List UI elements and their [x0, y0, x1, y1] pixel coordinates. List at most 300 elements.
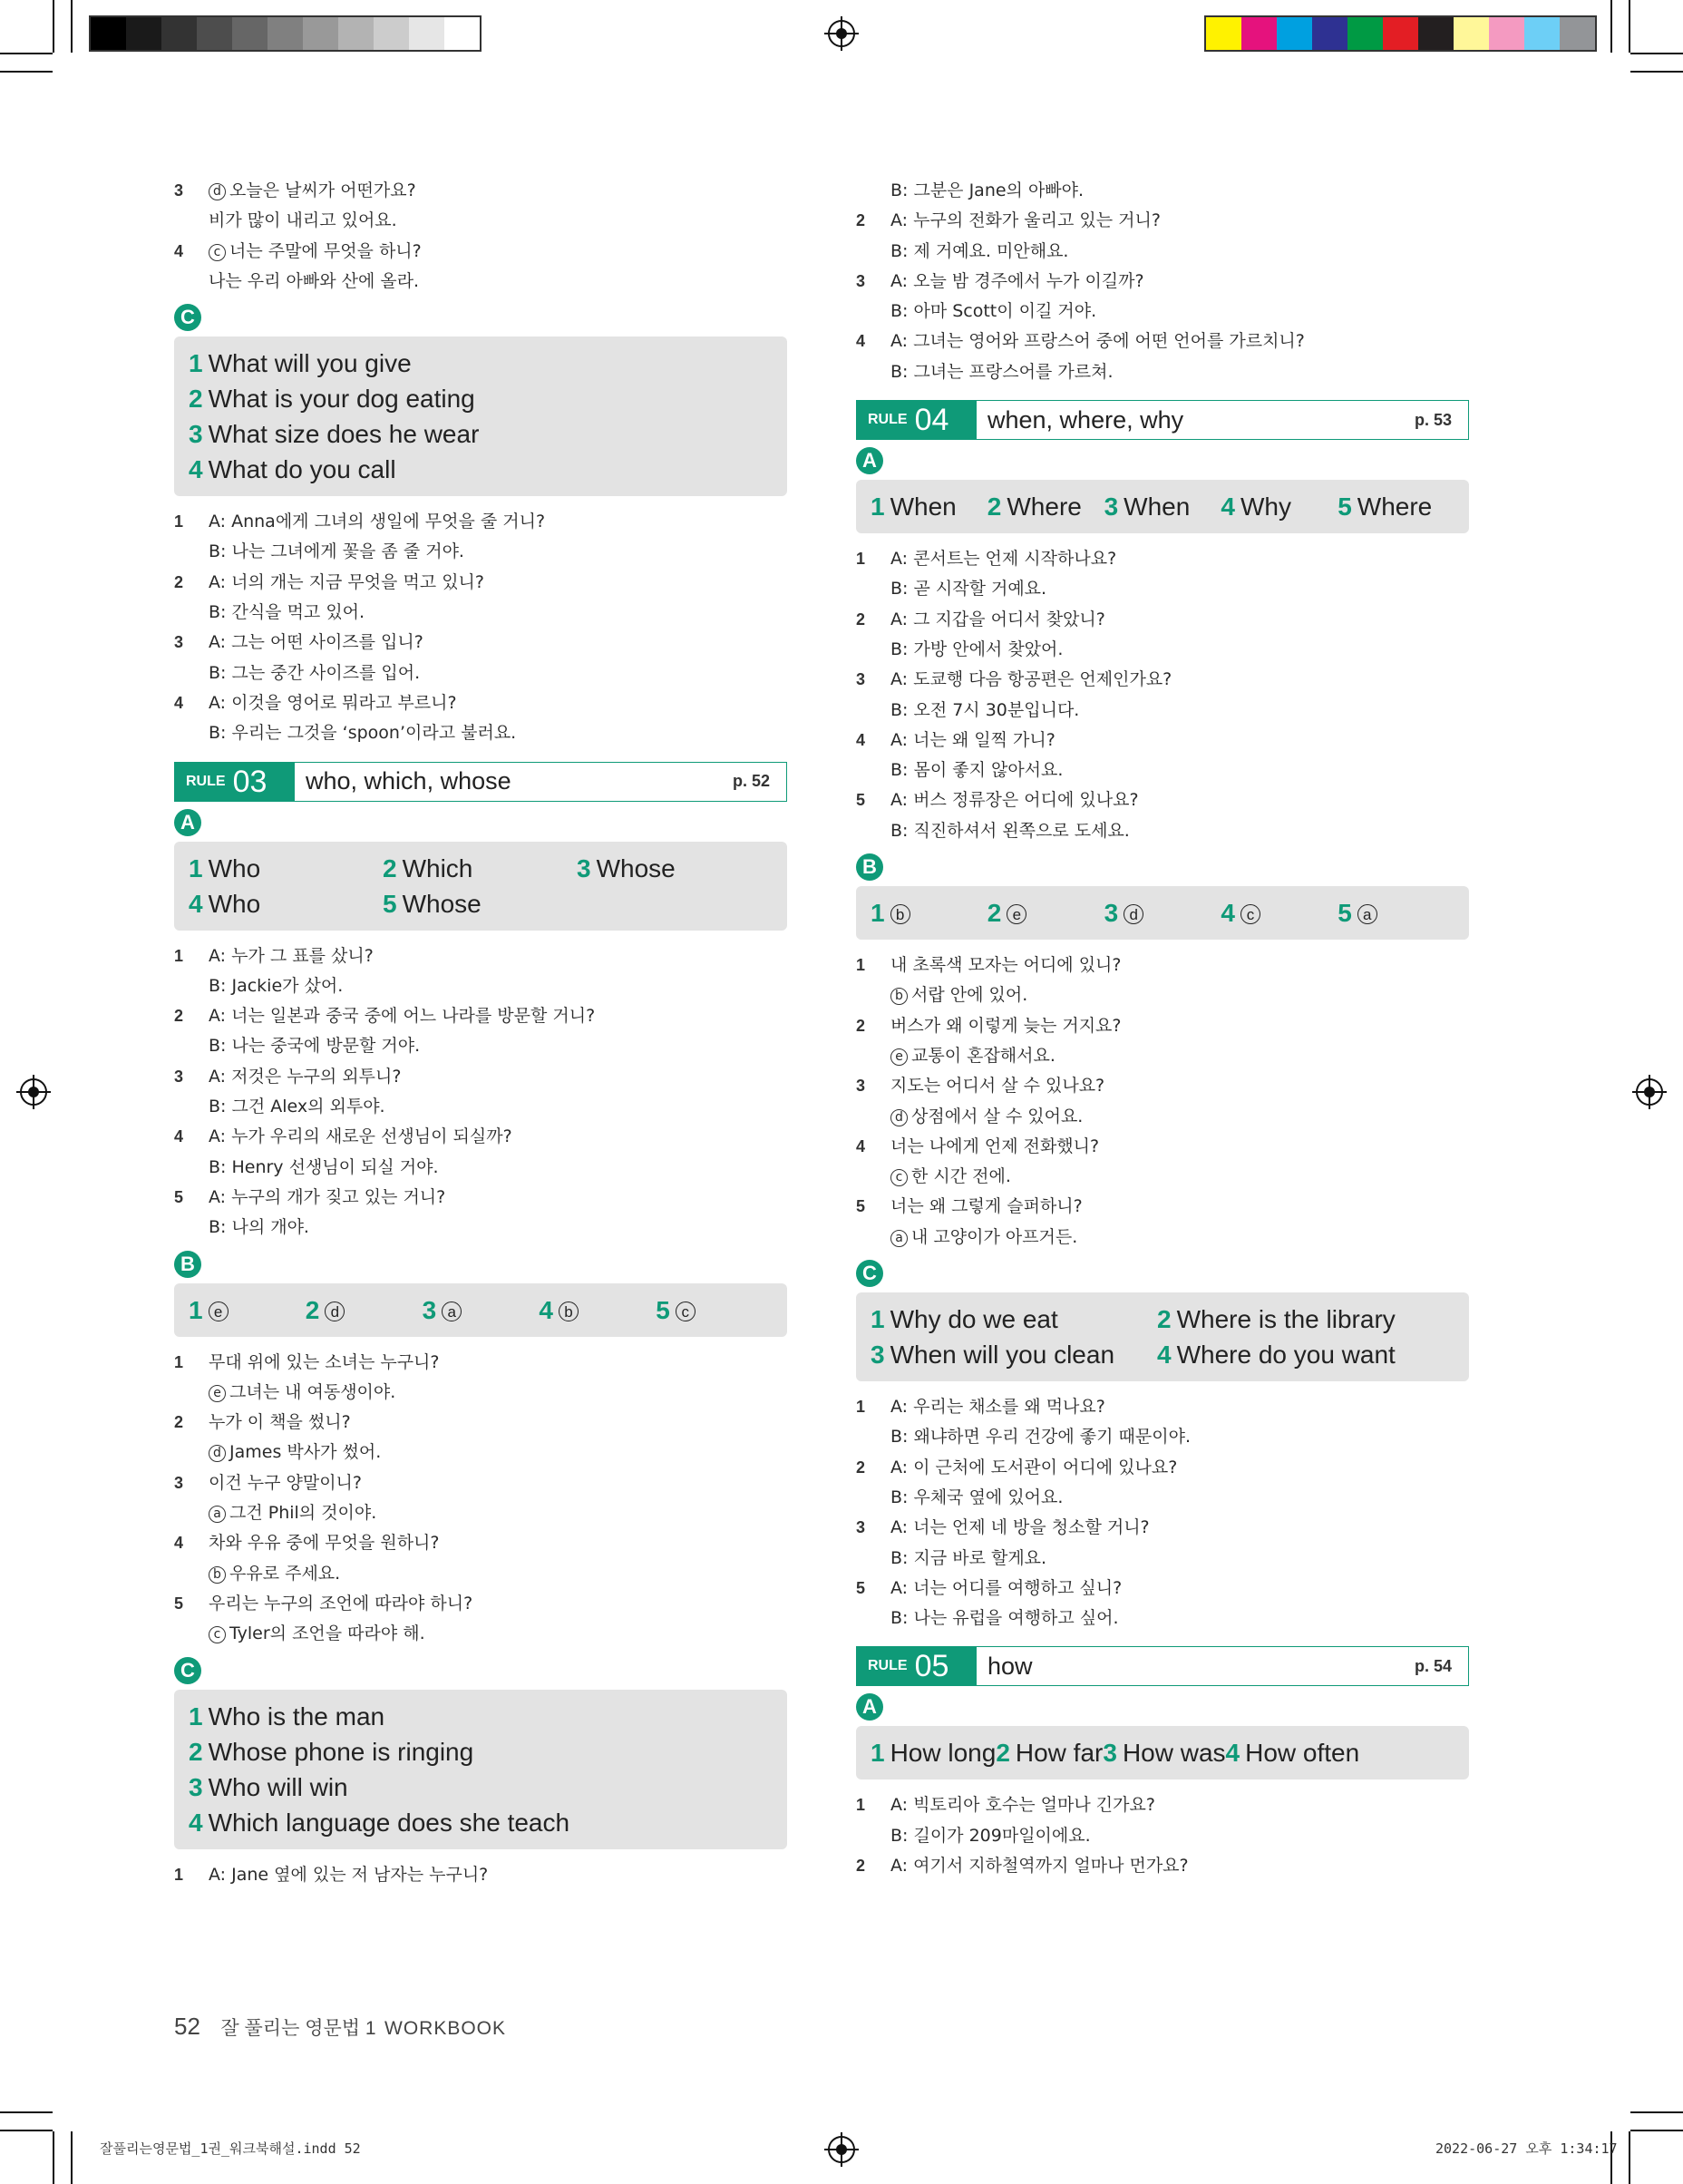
item-number: 1	[856, 1796, 866, 1815]
list-item	[174, 237, 787, 267]
item-number: 4	[856, 1136, 866, 1155]
item-number: 2	[856, 609, 866, 629]
list-item	[174, 971, 787, 1001]
item-number	[856, 574, 890, 604]
item-text: c 너는 주말에 무엇을 하니?	[209, 237, 787, 267]
answer-number: 1	[871, 492, 885, 522]
item-text: 비가 많이 내리고 있어요.	[209, 210, 397, 231]
rule-title: how	[987, 1652, 1033, 1680]
item-text: 누가 이 책을 썼니?	[209, 1412, 351, 1433]
answer-mark: c	[890, 1169, 908, 1186]
item-number: 1	[174, 946, 184, 965]
registration-mark-icon	[1636, 1078, 1663, 1106]
section-letter-icon: A	[856, 1693, 883, 1721]
item-number: 4	[174, 1127, 184, 1146]
answer-number: 2	[987, 492, 1002, 522]
answer-text: Where is the library	[1176, 1305, 1396, 1334]
answer-number: 1	[189, 853, 203, 882]
answer-text: Where	[1007, 492, 1082, 522]
answer-mark: b	[890, 988, 908, 1005]
rule-word: RULE	[868, 1658, 908, 1674]
item-text: A: 콘서트는 언제 시작하나요?	[890, 549, 1117, 570]
color-swatch	[161, 17, 197, 50]
answer-cell	[539, 1292, 656, 1328]
answer-text: When	[1124, 492, 1191, 522]
item-number: 5	[174, 1187, 184, 1206]
answer-text: Why	[1240, 492, 1291, 522]
crop-mark	[1610, 0, 1612, 53]
item-number: 5	[856, 791, 866, 810]
item-text: A: 우리는 채소를 왜 먹나요?	[890, 1397, 1105, 1418]
item-number	[856, 980, 890, 1010]
item-text: d James 박사가 썼어.	[209, 1438, 787, 1467]
answer-text: When	[890, 492, 957, 522]
list-item	[856, 1392, 1469, 1422]
answer-mark: b	[559, 1302, 579, 1321]
answer-number: 1	[871, 899, 885, 928]
item-text: A: 너는 언제 네 방을 청소할 거니?	[890, 1517, 1150, 1538]
item-text: A: 이 근처에 도서관이 어디에 있나요?	[890, 1457, 1178, 1477]
crop-mark	[0, 71, 53, 73]
color-swatch	[232, 17, 268, 50]
registration-mark-icon	[828, 2136, 855, 2163]
rule-word: RULE	[186, 773, 226, 789]
item-number	[174, 1559, 209, 1589]
item-text: B: 나는 중국에 방문할 거야.	[209, 1036, 421, 1057]
list-item	[174, 1528, 787, 1558]
answer-text: Whose phone is ringing	[208, 1737, 474, 1766]
answer-number: 1	[189, 349, 203, 378]
item-number	[174, 971, 209, 1001]
item-number	[856, 1544, 890, 1574]
answer-number: 2	[189, 385, 203, 414]
answer-number: 1	[189, 1701, 203, 1731]
list-item	[856, 726, 1469, 756]
item-number	[856, 297, 890, 327]
item-number	[174, 1619, 209, 1649]
answer-box	[856, 1292, 1469, 1381]
answer-number: 2	[305, 1295, 320, 1324]
answer-text: Where	[1357, 492, 1433, 522]
item-text: A: Anna에게 그녀의 생일에 무엇을 줄 거니?	[209, 512, 546, 532]
item-text: B: Henry 선생님이 되실 거야.	[209, 1156, 439, 1177]
list-item	[856, 1513, 1469, 1543]
item-text: 이건 누구 양말이니?	[209, 1472, 362, 1493]
item-text: B: 그녀는 프랑스어를 가르쳐.	[890, 361, 1114, 382]
right-column	[856, 176, 1469, 1881]
crop-mark	[0, 2130, 53, 2131]
color-swatch	[303, 17, 338, 50]
item-number: 3	[856, 271, 866, 290]
crop-mark	[0, 2111, 53, 2113]
item-number: 2	[174, 1413, 184, 1432]
item-text: 내 초록색 모자는 어디에 있니?	[890, 955, 1122, 976]
answer-number: 5	[656, 1295, 670, 1324]
answer-number: 4	[539, 1295, 553, 1324]
section-letter-icon: A	[174, 809, 201, 836]
answer-box	[174, 842, 787, 931]
rule-title: when, where, why	[987, 405, 1184, 434]
item-text: d 상점에서 살 수 있어요.	[890, 1102, 1469, 1132]
item-number	[856, 357, 890, 387]
answer-number: 4	[189, 1808, 203, 1837]
answer-box	[856, 1726, 1469, 1779]
crop-mark	[1630, 2130, 1683, 2131]
list-item	[174, 1498, 787, 1528]
item-text: B: 그는 중간 사이즈를 입어.	[209, 662, 421, 683]
answer-cell	[1103, 1735, 1225, 1770]
answer-cell	[383, 851, 577, 886]
page-number: 52	[174, 2013, 200, 2040]
item-number: 2	[856, 211, 866, 230]
item-number	[856, 176, 890, 206]
answer-cell	[1338, 489, 1454, 524]
slug-file: 잘풀리는영문법_1권_워크북해설.indd 52	[100, 2140, 361, 2157]
list-item	[856, 785, 1469, 815]
color-swatch	[1241, 17, 1277, 50]
answer-text: Who is the man	[208, 1701, 385, 1731]
item-number: 3	[174, 181, 184, 200]
crop-mark	[53, 0, 54, 53]
answer-text: How often	[1245, 1739, 1360, 1768]
answer-row	[189, 416, 773, 452]
item-text: B: 지금 바로 할게요.	[890, 1547, 1047, 1568]
answer-cell	[577, 851, 771, 886]
item-number	[174, 1378, 209, 1408]
answer-number: 4	[189, 455, 203, 484]
list-item	[856, 1102, 1469, 1132]
answer-grid	[871, 489, 1454, 524]
list-item	[174, 1589, 787, 1619]
rule-tag	[175, 763, 295, 801]
answer-number: 3	[422, 1295, 437, 1324]
answer-mark: a	[442, 1302, 462, 1321]
item-text: A: 그 지갑을 어디서 찾았니?	[890, 609, 1105, 629]
rule-tag	[857, 401, 977, 439]
list-item	[174, 628, 787, 658]
color-swatch	[197, 17, 232, 50]
answer-number: 5	[1338, 492, 1352, 522]
item-number: 5	[856, 1197, 866, 1216]
color-swatch	[1489, 17, 1524, 50]
answer-grid	[189, 851, 773, 921]
item-text: B: 아마 Scott이 이길 거야.	[890, 301, 1097, 322]
item-number	[856, 1162, 890, 1192]
list-item	[856, 980, 1469, 1010]
color-swatch	[409, 17, 444, 50]
answer-cell	[1104, 895, 1221, 931]
answer-cell	[1338, 895, 1454, 931]
crop-mark	[71, 2131, 73, 2184]
answer-number: 2	[189, 1737, 203, 1766]
item-number: 3	[174, 1473, 184, 1492]
crop-mark	[0, 53, 53, 54]
rule-number: 05	[914, 1649, 949, 1684]
answer-box	[174, 1283, 787, 1337]
item-number: 3	[856, 670, 866, 689]
list-item	[174, 1062, 787, 1092]
item-text: a 그건 Phil의 것이야.	[209, 1498, 787, 1528]
list-item	[856, 696, 1469, 726]
list-item	[174, 1438, 787, 1467]
section-letter-icon: A	[856, 447, 883, 474]
answer-mark: c	[1240, 904, 1260, 924]
answer-text: How long	[890, 1739, 997, 1768]
item-number: 4	[856, 332, 866, 351]
answer-row	[189, 1770, 773, 1805]
list-item	[174, 267, 787, 297]
answer-number: 1	[189, 1295, 203, 1324]
answer-text: Which	[402, 853, 473, 882]
crop-mark	[53, 2131, 54, 2184]
answer-number: 4	[1225, 1739, 1240, 1768]
item-number: 4	[174, 241, 184, 260]
rule-number: 03	[232, 764, 268, 799]
list-item	[856, 1604, 1469, 1633]
list-item	[856, 1544, 1469, 1574]
answer-number: 3	[1103, 1739, 1117, 1768]
item-text: 무대 위에 있는 소녀는 누구니?	[209, 1351, 440, 1372]
item-text: A: 여기서 지하철역까지 얼마나 먼가요?	[890, 1855, 1189, 1876]
item-text: a 내 고양이가 아프거든.	[890, 1223, 1469, 1253]
answer-cell	[189, 1292, 306, 1328]
list-item	[174, 1183, 787, 1213]
item-text: B: 우체국 옆에 있어요.	[890, 1487, 1064, 1507]
answer-grid	[871, 1302, 1454, 1372]
list-item	[856, 206, 1469, 236]
item-number: 5	[174, 1594, 184, 1613]
item-text: A: 너는 일본과 중국 중에 어느 나라를 방문할 거니?	[209, 1006, 596, 1027]
item-text: A: 이것을 영어로 뭐라고 부르니?	[209, 692, 457, 713]
rule-header	[856, 1646, 1469, 1686]
answer-cell	[987, 489, 1104, 524]
item-text: A: 누구의 개가 짖고 있는 거니?	[209, 1186, 446, 1207]
workbook-label: WORKBOOK	[384, 2018, 507, 2039]
item-number	[856, 696, 890, 726]
answer-cell	[1157, 1302, 1444, 1337]
answer-cell	[189, 851, 383, 886]
answer-row	[189, 452, 773, 487]
answer-cell	[871, 489, 987, 524]
color-swatch	[1454, 17, 1489, 50]
crop-mark	[71, 0, 73, 53]
item-number	[174, 1031, 209, 1061]
answer-cell	[987, 895, 1104, 931]
item-number: 2	[856, 1458, 866, 1477]
answer-mark: e	[209, 1302, 229, 1321]
answer-mark: d	[890, 1109, 908, 1126]
item-number: 3	[856, 1077, 866, 1096]
answer-mark: d	[209, 1445, 226, 1462]
list-item	[856, 951, 1469, 980]
list-item	[856, 1821, 1469, 1851]
item-text: 지도는 어디서 살 수 있나요?	[890, 1076, 1105, 1097]
answer-mark: d	[209, 183, 226, 200]
list-item	[174, 1468, 787, 1498]
item-number	[856, 1223, 890, 1253]
item-text: B: 길이가 209마일이에요.	[890, 1825, 1091, 1846]
answer-text: What will you give	[208, 349, 412, 378]
slug-datetime: 2022-06-27 오후 1:34:17	[1435, 2140, 1618, 2157]
section-letter-icon: C	[174, 1657, 201, 1684]
color-swatch	[268, 17, 303, 50]
answer-text: Whose	[402, 889, 482, 918]
item-text: A: 누가 그 표를 샀니?	[209, 945, 374, 966]
item-number: 4	[174, 1534, 184, 1553]
color-swatch	[1560, 17, 1595, 50]
list-item	[174, 1408, 787, 1438]
rule-header	[174, 762, 787, 802]
item-number	[174, 1438, 209, 1467]
list-item	[174, 1213, 787, 1243]
list-item	[174, 537, 787, 567]
item-number: 4	[174, 693, 184, 712]
answer-mark: d	[1124, 904, 1143, 924]
list-item	[856, 327, 1469, 356]
book-title: 잘 풀리는 영문법 1	[220, 2018, 376, 2039]
list-item	[856, 267, 1469, 297]
list-item	[174, 1122, 787, 1152]
answer-mark: d	[325, 1302, 345, 1321]
item-text: 너는 왜 그렇게 슬퍼하니?	[890, 1196, 1083, 1217]
answer-cell	[189, 886, 383, 921]
item-number	[856, 756, 890, 785]
rule-number: 04	[914, 403, 949, 438]
item-text: 나는 우리 아빠와 산에 올라.	[209, 270, 420, 291]
item-text: B: 나의 개야.	[209, 1217, 309, 1238]
rule-tag	[857, 1647, 977, 1685]
answer-text: Which language does she teach	[208, 1808, 570, 1837]
list-item	[856, 1132, 1469, 1162]
list-item	[174, 1348, 787, 1378]
answer-grid	[871, 895, 1454, 931]
rule-page-ref: p. 53	[1414, 410, 1452, 429]
answer-number: 3	[1104, 899, 1119, 928]
item-number	[174, 718, 209, 748]
answer-text: How far	[1015, 1739, 1104, 1768]
item-text: B: 가방 안에서 찾았어.	[890, 639, 1064, 659]
color-swatch	[444, 17, 480, 50]
answer-mark: b	[890, 904, 910, 924]
rule-header	[856, 400, 1469, 440]
item-text: A: 버스 정류장은 어디에 있나요?	[890, 790, 1139, 811]
answer-cell	[656, 1292, 773, 1328]
list-item	[856, 237, 1469, 267]
item-number	[856, 816, 890, 846]
section-letter-icon: B	[856, 853, 883, 881]
item-text: B: 그건 Alex의 외투야.	[209, 1097, 385, 1117]
color-swatch	[1277, 17, 1312, 50]
registration-mark-icon	[828, 20, 855, 47]
item-number: 4	[856, 730, 866, 749]
item-number	[174, 598, 209, 628]
answer-box	[856, 886, 1469, 940]
item-text: B: 우리는 그것을 ‘spoon’이라고 불러요.	[209, 723, 517, 744]
list-item	[174, 206, 787, 236]
answer-grid	[871, 1735, 1454, 1770]
item-number: 1	[856, 956, 866, 975]
item-text: c Tyler의 조언을 따라야 해.	[209, 1619, 787, 1649]
list-item	[856, 756, 1469, 785]
item-text: A: 너는 왜 일찍 가니?	[890, 729, 1056, 750]
list-item	[856, 1162, 1469, 1192]
item-text: A: 오늘 밤 경주에서 누가 이길까?	[890, 270, 1144, 291]
list-item	[856, 1574, 1469, 1604]
rule-title: who, which, whose	[306, 767, 511, 795]
item-text: 우리는 누구의 조언에 따라야 하니?	[209, 1593, 473, 1614]
section-letter-icon: C	[174, 304, 201, 331]
list-item	[174, 941, 787, 971]
answer-text: What size does he wear	[208, 420, 480, 449]
answer-text: What is your dog eating	[208, 385, 475, 414]
list-item	[174, 718, 787, 748]
answer-cell	[1226, 1735, 1360, 1770]
item-text: e 그녀는 내 여동생이야.	[209, 1378, 787, 1408]
item-text: B: 나는 유럽을 여행하고 싶어.	[890, 1608, 1119, 1629]
crop-mark	[1630, 53, 1683, 54]
list-item	[174, 598, 787, 628]
answer-number: 4	[1157, 1341, 1172, 1370]
answer-row	[189, 346, 773, 381]
answer-number: 2	[383, 853, 397, 882]
item-number: 2	[856, 1856, 866, 1875]
item-number	[174, 658, 209, 688]
item-number	[856, 1041, 890, 1071]
list-item	[174, 688, 787, 718]
color-swatch	[1347, 17, 1383, 50]
list-item	[174, 1092, 787, 1122]
list-item	[856, 357, 1469, 387]
list-item	[856, 176, 1469, 206]
answer-number: 2	[1157, 1305, 1172, 1334]
color-swatch	[126, 17, 161, 50]
color-swatch	[91, 17, 126, 50]
answer-mark: a	[1357, 904, 1377, 924]
item-text: A: Jane 옆에 있는 저 남자는 누구니?	[209, 1864, 489, 1885]
item-text: A: 너는 어디를 여행하고 싶니?	[890, 1577, 1123, 1598]
item-number: 2	[856, 1016, 866, 1035]
item-text: B: Jackie가 샀어.	[209, 975, 344, 996]
page-footer	[174, 2013, 506, 2041]
item-number	[174, 537, 209, 567]
list-item	[856, 574, 1469, 604]
list-item	[856, 1041, 1469, 1071]
list-item	[856, 1790, 1469, 1820]
list-item	[174, 658, 787, 688]
answer-cell	[871, 1735, 996, 1770]
item-text: A: 누구의 전화가 울리고 있는 거니?	[890, 210, 1161, 231]
left-column	[174, 176, 787, 1890]
color-swatch	[1418, 17, 1454, 50]
list-item	[856, 1071, 1469, 1101]
item-text: A: 빅토리아 호수는 얼마나 긴가요?	[890, 1795, 1155, 1816]
answer-number: 5	[383, 889, 397, 918]
item-text: A: 그는 어떤 사이즈를 입니?	[209, 632, 423, 653]
list-item	[856, 1422, 1469, 1452]
answer-text: Who	[208, 853, 261, 882]
item-text: b 서랍 안에 있어.	[890, 980, 1469, 1010]
list-item	[174, 1001, 787, 1031]
item-text: B: 간식을 먹고 있어.	[209, 602, 365, 623]
list-item	[856, 1223, 1469, 1253]
answer-number: 2	[996, 1739, 1010, 1768]
color-swatch	[1312, 17, 1347, 50]
list-item	[174, 1031, 787, 1061]
list-item	[856, 665, 1469, 695]
list-item	[174, 568, 787, 598]
item-text: B: 곧 시작할 거예요.	[890, 579, 1047, 600]
item-number	[174, 1092, 209, 1122]
